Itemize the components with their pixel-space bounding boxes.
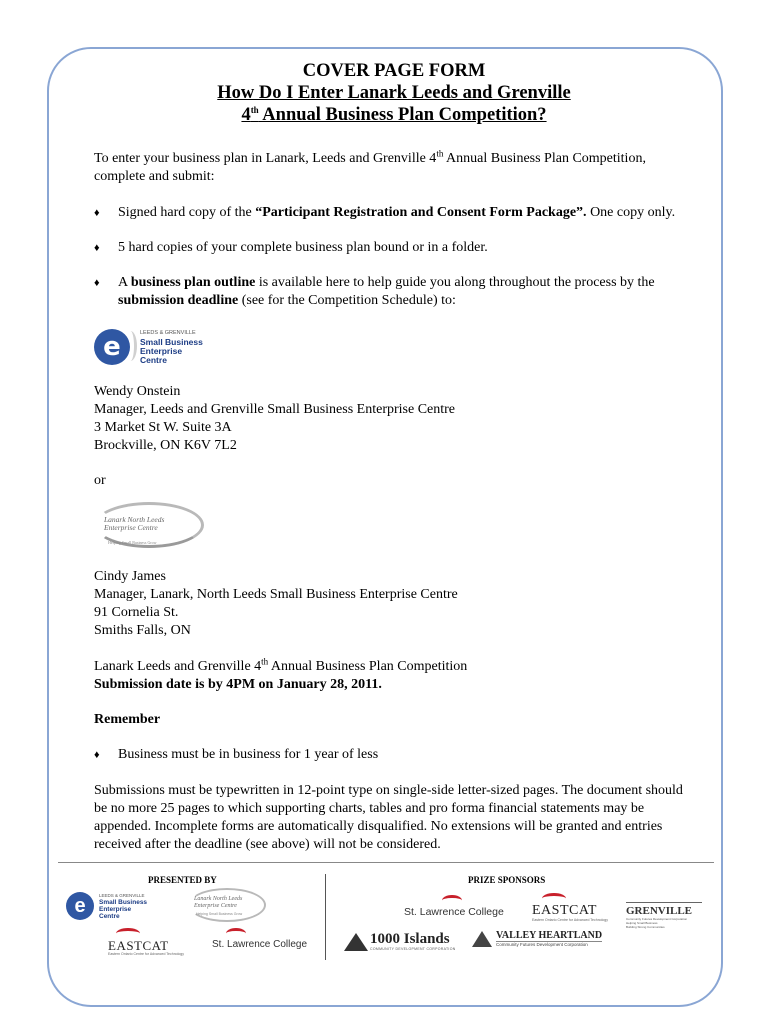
intro-text-a: To enter your business plan in Lanark, Leeds and Grenville 4	[94, 151, 437, 166]
diamond-bullet-icon: ♦	[94, 207, 100, 219]
islands-text	[370, 932, 456, 951]
prize-sponsors-heading: PRIZE SPONSORS	[468, 875, 546, 885]
eastcat-name: EASTCAT	[108, 938, 169, 953]
contact-1-name: Wendy Onstein	[94, 384, 181, 399]
footer-valley-heartland-logo	[472, 930, 602, 947]
footer-eastcat-logo-right	[532, 893, 608, 922]
remember-bullet-text: Business must be in business for 1 year of less	[118, 747, 379, 762]
document-title	[94, 60, 694, 126]
islands-mountain-icon	[344, 933, 368, 951]
contact-1-street: 3 Market St W. Suite 3A	[94, 420, 232, 435]
bullet-1-text-a: Signed hard copy of the	[118, 205, 256, 220]
bullet-consent-form	[94, 204, 694, 222]
footer-lnl-tagline: Helping Small Business Grow	[196, 912, 243, 916]
intro-text-b: Annual Business Plan Competition, complete and submit:	[94, 151, 646, 184]
bullet-business-plan-outline	[94, 274, 694, 310]
bullet-1-bold: “Participant Registration and Consent Form Package”.	[255, 205, 587, 220]
grenville-subtitle-2: Helping Small Business	[626, 921, 658, 925]
heartland-text	[496, 930, 602, 947]
contact-2-city: Smiths Falls, ON	[94, 623, 191, 638]
footer-sbec-line-1: Small Business	[99, 899, 148, 906]
title-line-3	[94, 104, 694, 126]
document-body	[94, 60, 694, 854]
contact-1-city: Brockville, ON K6V 7L2	[94, 438, 237, 453]
footer-sbec-logo	[66, 892, 147, 920]
diamond-bullet-icon: ♦	[94, 242, 100, 254]
bullet-remember	[94, 746, 694, 764]
sbec-logo	[94, 324, 694, 370]
bullet-hard-copies	[94, 239, 694, 257]
grenville-name: GRENVILLE	[626, 902, 702, 917]
intro-paragraph	[94, 150, 694, 186]
bullet-2-text: 5 hard copies of your complete business plan bound or in a folder.	[118, 240, 488, 255]
competition-suffix: th	[261, 656, 269, 667]
title-line-2: How Do I Enter Lanark Leeds and Grenville	[217, 83, 571, 103]
bullet-1-text-b: One copy only.	[586, 205, 676, 220]
title-ordinal: 4	[241, 105, 251, 125]
eastcat-subtitle-2: Eastern Ontario Centre for Advanced Technology	[532, 918, 609, 922]
sbec-logo-line-2: Enterprise	[140, 346, 183, 356]
bullet-3-bold-2: submission deadline	[118, 293, 239, 308]
competition-text-b: Annual Business Plan Competition	[268, 659, 468, 674]
competition-text-a: Lanark Leeds and Grenville 4	[94, 659, 262, 674]
bullet-3-text-c: (see for the Competition Schedule) to:	[238, 293, 456, 308]
heartland-subtitle: Community Futures Development Corporation	[496, 941, 602, 947]
footer-sbec-small: LEEDS & GRENVILLE	[99, 893, 145, 898]
lnl-logo-line-1: Lanark North Leeds	[104, 515, 165, 524]
stlawrence-name-2: St. Lawrence College	[404, 906, 504, 918]
title-ordinal-suffix: th	[250, 104, 259, 115]
submission-date: Submission date is by 4PM on January 28, 2011.	[94, 677, 382, 692]
diamond-bullet-icon: ♦	[94, 277, 100, 289]
eastcat-name-2: EASTCAT	[532, 903, 597, 918]
sbec-logo-text	[140, 329, 203, 365]
contact-1-role: Manager, Leeds and Grenville Small Business Enterprise Centre	[94, 402, 456, 417]
diamond-bullet-icon: ♦	[94, 749, 100, 761]
footer-grenville-logo	[626, 902, 702, 929]
or-separator: or	[94, 473, 106, 488]
bullet-3-text-a: A	[118, 275, 131, 290]
grenville-subtitle-1: Community Futures Development Corporation	[626, 917, 688, 921]
lnl-logo-tagline: Helping Small Business Grow	[108, 540, 157, 545]
contact-cindy	[94, 568, 694, 640]
sbec-logo-line-1: Small Business	[140, 337, 203, 347]
footer-lnl-line-2: Enterprise Centre	[194, 903, 237, 909]
stlawrence-name: St. Lawrence College	[212, 939, 308, 950]
footer-divider	[58, 862, 714, 863]
footer-sbec-line-2: Enterprise	[99, 906, 132, 913]
islands-subtitle: COMMUNITY DEVELOPMENT CORPORATION	[370, 947, 456, 951]
bullet-3-text-b: is available here to help guide you along throughout the process by the	[255, 275, 655, 290]
footer-lnl-line-1: Lanark North Leeds	[194, 896, 243, 902]
contact-2-street: 91 Cornelia St.	[94, 605, 179, 620]
footer-sbec-text	[99, 892, 147, 920]
sbec-logo-small: LEEDS & GRENVILLE	[140, 330, 196, 336]
submission-rules: Submissions must be typewritten in 12-point type on single-side letter-sized pages. The document should be no more 25 pages to which supporting charts, tables and pro forma financial statements may be appended. Incomplete forms are automatically disqualified. No extensions will be granted and entries received after the deadline (see above) will not be considered.	[94, 783, 683, 852]
presented-by-heading: PRESENTED BY	[148, 875, 217, 885]
footer-column-divider	[325, 874, 326, 960]
contact-2-role: Manager, Lanark, North Leeds Small Business Enterprise Centre	[94, 587, 458, 602]
footer-lnl-logo	[188, 888, 268, 924]
lnl-logo-line-2: Enterprise Centre	[104, 523, 158, 532]
footer-sbec-line-3: Centre	[99, 913, 120, 920]
footer-sbec-e-icon: e	[66, 892, 94, 920]
grenville-subtitle-3: Building Strong Communities	[626, 925, 665, 929]
lnl-logo-text	[104, 516, 164, 532]
competition-name	[94, 658, 694, 676]
eastcat-subtitle: Eastern Ontario Centre for Advanced Technology	[108, 952, 185, 956]
title-line-1: COVER PAGE FORM	[302, 61, 486, 81]
heartland-triangle-icon	[472, 931, 492, 947]
footer-1000-islands-logo	[344, 932, 456, 951]
contact-2-name: Cindy James	[94, 569, 166, 584]
sbec-logo-line-3: Centre	[140, 355, 167, 365]
heartland-name: VALLEY HEARTLAND	[496, 930, 603, 941]
contact-wendy	[94, 383, 694, 455]
sbec-e-logo-icon: e	[94, 329, 130, 365]
title-rest: Annual Business Plan Competition?	[258, 105, 547, 125]
intro-suffix: th	[436, 148, 444, 159]
stlawrence-arc-icon-2	[442, 895, 462, 906]
islands-name: 1000 Islands	[370, 931, 450, 947]
lnl-enterprise-logo	[94, 502, 206, 550]
footer-stlawrence-logo-right	[404, 895, 504, 918]
stlawrence-arc-icon	[226, 928, 246, 939]
bullet-3-bold-1: business plan outline	[130, 275, 256, 290]
footer-stlawrence-logo-left	[212, 928, 307, 951]
footer-eastcat-logo-left	[108, 928, 184, 956]
remember-heading: Remember	[94, 712, 161, 727]
footer-lnl-text	[194, 896, 242, 910]
competition-deadline	[94, 658, 694, 694]
